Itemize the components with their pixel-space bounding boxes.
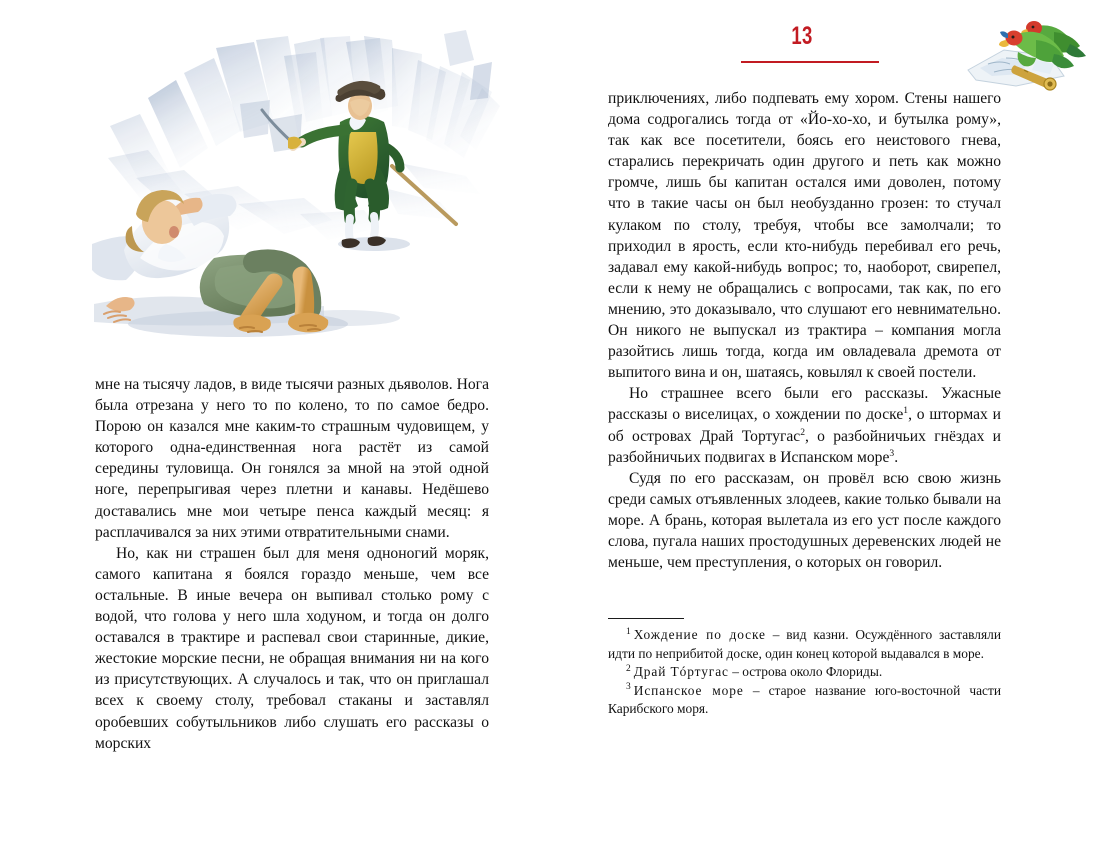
- folio-block: [608, 22, 1000, 68]
- footnote-text: – вид казни. Осуждённого заставляли идти по неприбитой доске, один конец которой выдавался в море.: [608, 627, 1001, 661]
- text-segment: , о штормах и об островах Драй Тортугас: [608, 406, 1001, 445]
- footnote-marker: 2: [626, 663, 631, 674]
- footnote-item: [608, 626, 1001, 663]
- footnote-ref-2[interactable]: 2: [800, 426, 805, 438]
- text-segment: Но страшнее всего были его рассказы. Ужасные рассказы о виселицах, о хождении по доске: [608, 385, 1001, 424]
- footnote-lead: Драй Тóртугас: [633, 664, 729, 680]
- text-segment: , о разбойничьих гнёздах и разбойничьих подвигах в Испанском море: [608, 427, 1001, 466]
- right-text-column: [608, 88, 1001, 573]
- left-text-column: [95, 374, 489, 754]
- footnote-text: – старое название юго-восточной части Карибского моря.: [608, 682, 1001, 717]
- paragraph: приключениях, либо подпевать ему хором. Стены нашего дома содрогались тогда от «Йо-хо-хо, и бутылка рому», так как все посетители, боясь его неистового гнева, старались перекричать один другого и петь как можно громче, лишь бы капитан остался ими доволен, потому что в такие часы он был необузданно грозен: то стучал кулаком по столу, требуя, чтобы все замолчали; то приходил в ярость, если кто-нибудь перебивал его речь, задавал ему какой-нибудь вопрос; то, наоборот, свирепел, если к нему не обращались с вопросами, так как, по его мнению, это доказывало, что слушают его невнимательно. Он никого не выпускал из трактира – компания могла разойтись лишь тогда, когда им овладевала дремота от выпитого вина и он, шатаясь, ковылял к своей постели.: [608, 90, 1001, 382]
- footnote-ref-3[interactable]: 3: [889, 447, 895, 459]
- folio-rule: [741, 61, 879, 63]
- page-number: 13: [791, 22, 813, 50]
- paragraph: Судя по его рассказам, он провёл всю свою жизнь среди самых отъявленных злодеев, какие только бывали на море. А брань, которая вылетала из его уст после каждого слова, пугала наших простодушных деревенских людей не меньше, чем преступления, о которых он говорил.: [608, 469, 1001, 572]
- footnote-item: [608, 663, 1001, 682]
- footnotes-block: [608, 618, 1001, 719]
- footnote-text: – острова около Флориды.: [728, 664, 883, 680]
- footnote-ref-1[interactable]: 1: [903, 405, 909, 417]
- parrots-on-map-with-spyglass-icon: [958, 14, 1088, 92]
- footnote-lead: Хождение по доске: [633, 627, 766, 642]
- footnote-lead: Испанское море: [633, 682, 744, 698]
- footnote-marker: 3: [626, 682, 631, 693]
- footnote-separator-rule: [608, 618, 684, 619]
- chapter-illustration: [88, 18, 518, 370]
- footnote-item: [608, 682, 1001, 719]
- text-segment: .: [894, 448, 899, 466]
- paragraph: мне на тысячу ладов, в виде тысячи разных дьяволов. Нога была отрезана у него то по колено, то по самое бедро. Порою он казался мне каким-то страшным чудовищем, у которого одна-единственная нога растёт из самой середины туловища. Он гонялся за мной на этой одной ноге, перепрыгивая через плетни и канавы. Недёшево доставались мне мои четыре пенса каждый месяц: я расплачивался за них этими отвратительными снами.: [95, 376, 489, 541]
- paragraph-with-footnote-refs: [608, 383, 1001, 467]
- footnote-marker: 1: [626, 626, 631, 637]
- paragraph: Но, как ни страшен был для меня одноногий моряк, самого капитана я боялся гораздо меньше, чем все остальные. В иные вечера он выпивал столько рому с водой, что голова у него шла ходуном, и тогда он долго оставался в трактире и распевал свои старинные, дикие, жестокие морские песни, не обращая внимания ни на кого из присутствующих. А случалось и так, что он приглашал всех к своему столу, требовал стаканы и заставлял оробевших собутыльников либо слушать его рассказы о морских: [95, 544, 489, 752]
